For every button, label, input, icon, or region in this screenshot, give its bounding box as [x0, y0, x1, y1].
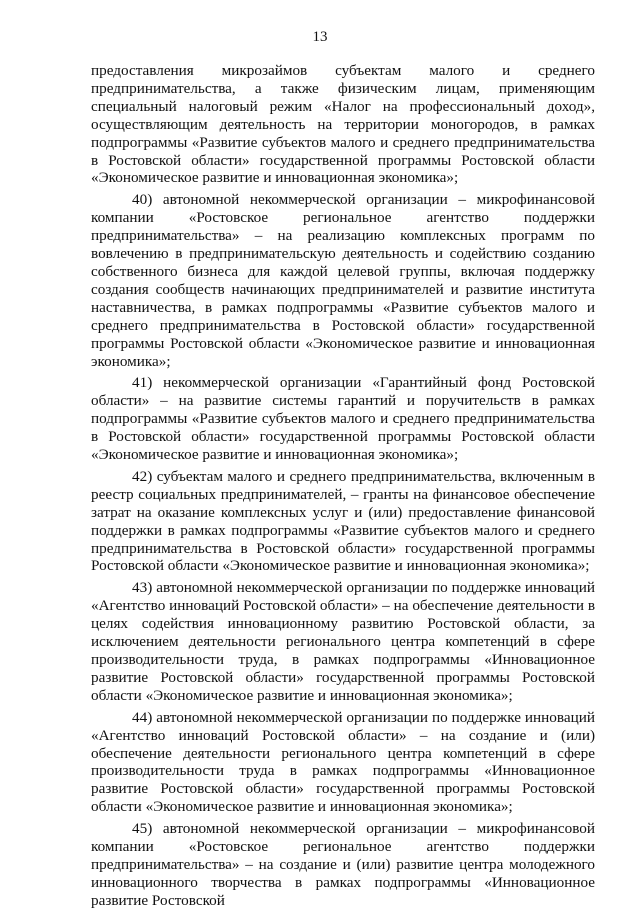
paragraph-item-42: 42) субъектам малого и среднего предпринимательства, включенным в реестр социальных предпринимателей, – гранты на финансовое обеспечение затрат на оказание комплексных услуг и (или) предоставление финансовой поддержки в рамках подпрограммы «Развитие субъектов малого и среднего предпринимательства в Ростовской области» государственной программы Ростовской области «Экономическое развитие и инновационная экономика»; — [91, 467, 595, 575]
paragraph-item-44: 44) автономной некоммерческой организации по поддержке инноваций «Агентство инноваций Ростовской области» – на создание и (или) обеспечение деятельности регионального центра компетенций в сфере производительности труда в рамках подпрограммы «Инновационное развитие Ростовской области» государственной программы Ростовской области «Экономическое развитие и инновационная экономика»; — [91, 708, 595, 816]
document-body — [91, 62, 595, 914]
paragraph-item-43: 43) автономной некоммерческой организации по поддержке инноваций «Агентство инноваций Ростовской области» – на обеспечение деятельности в целях содействия инновационному развитию Ростовской области, за исключением деятельности регионального центра компетенций в сфере производительности труда, в рамках подпрограммы «Инновационное развитие Ростовской области» государственной программы Ростовской области «Экономическое развитие и инновационная экономика»; — [91, 579, 595, 704]
page-number: 13 — [312, 29, 328, 45]
paragraph-item-40: 40) автономной некоммерческой организации – микрофинансовой компании «Ростовское региональное агентство поддержки предпринимательства» – на реализацию комплексных программ по вовлечению в предпринимательскую деятельность и содействию созданию собственного бизнеса для каждой целевой группы, включая поддержку создания сообществ начинающих предпринимателей и развитие института наставничества, в рамках подпрограммы «Развитие субъектов малого и среднего предпринимательства в Ростовской области» государственной программы Ростовской области «Экономическое развитие и инновационная экономика»; — [91, 191, 595, 370]
paragraph-continuation: предоставления микрозаймов субъектам малого и среднего предпринимательства, а также физическим лицам, применяющим специальный налоговый режим «Налог на профессиональный доход», осуществляющим деятельность на территории моногородов, в рамках подпрограммы «Развитие субъектов малого и среднего предпринимательства в Ростовской области» государственной программы Ростовской области «Экономическое развитие и инновационная экономика»; — [91, 62, 595, 187]
paragraph-item-45: 45) автономной некоммерческой организации – микрофинансовой компании «Ростовское региональное агентство поддержки предпринимательства» – на создание и (или) развитие центра молодежного инновационного творчества в рамках подпрограммы «Инновационное развитие Ростовской — [91, 820, 595, 909]
paragraph-item-41: 41) некоммерческой организации «Гарантийный фонд Ростовской области» – на развитие системы гарантий и поручительств в рамках подпрограммы «Развитие субъектов малого и среднего предпринимательства в Ростовской области» государственной программы Ростовской области «Экономическое развитие и инновационная экономика»; — [91, 374, 595, 464]
